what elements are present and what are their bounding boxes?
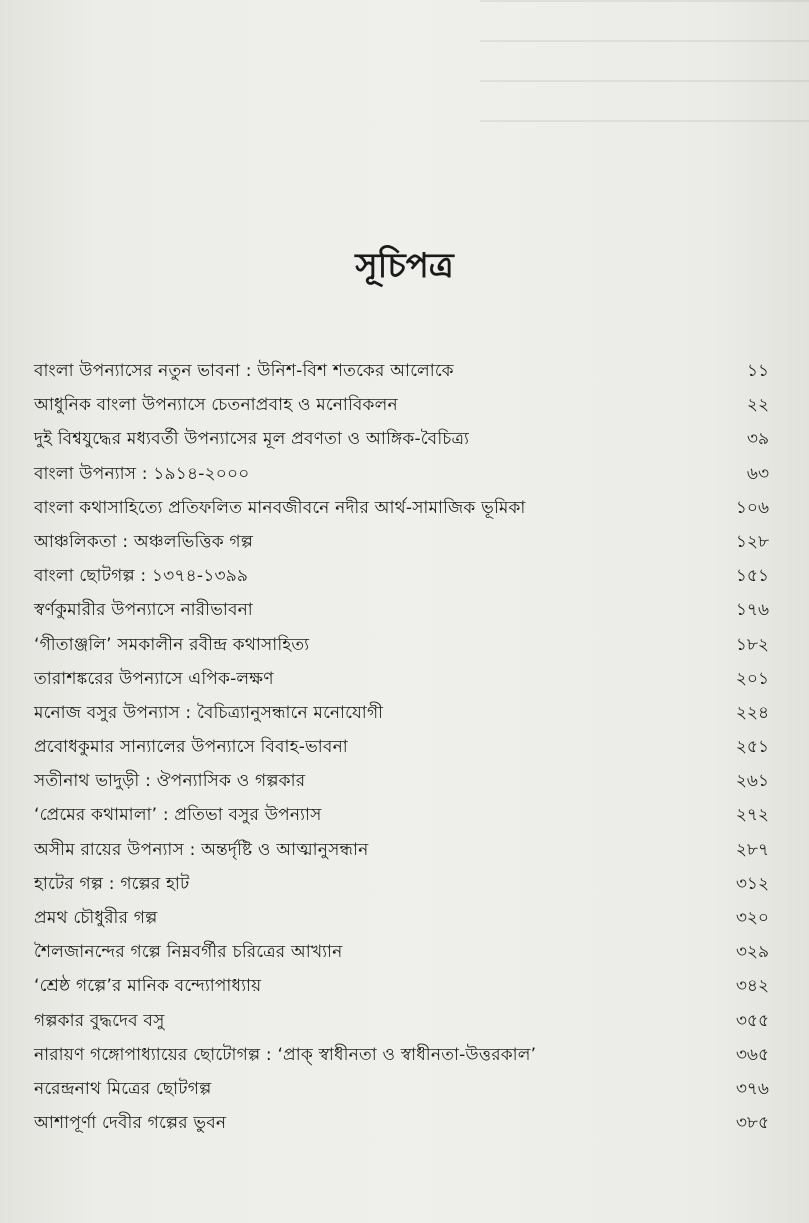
toc-row [34, 696, 769, 730]
toc-page-number: ৩৭৬ [735, 1078, 769, 1099]
toc-row [34, 935, 769, 969]
toc-entry-title: আঞ্চলিকতা : অঞ্চলভিত্তিক গল্প [34, 531, 254, 552]
toc-row [34, 628, 769, 662]
toc-page-number: ৩৫৫ [735, 1010, 769, 1031]
toc-page-number: ১১ [746, 361, 769, 381]
toc-entry-title: বাংলা উপন্যাস : ১৯১৪-২০০০ [34, 463, 250, 484]
toc-entry-title: নারায়ণ গঙ্গোপাধ্যায়ের ছোটোগল্প : ‘প্রাক্ স্বাধীনতা ও স্বাধীনতা-উত্তরকাল’ [34, 1044, 537, 1065]
toc-entry-title: প্রমথ চৌধুরীর গল্প [34, 908, 158, 928]
toc-row [34, 457, 769, 491]
toc-page-number: ৩২০ [735, 908, 769, 928]
toc-entry-title: বাংলা কথাসাহিত্যে প্রতিফলিত মানবজীবনে নদীর আর্থ-সামাজিক ভূমিকা [34, 497, 526, 518]
toc-row [34, 730, 769, 764]
toc-row [34, 764, 769, 798]
toc-page-number: ১৭৬ [735, 600, 769, 621]
toc-page-number: ২২ [746, 395, 769, 416]
toc-page-number: ১২৮ [735, 531, 769, 552]
toc-row [34, 901, 769, 935]
toc-row [34, 662, 769, 696]
toc-row [34, 388, 769, 422]
toc-page-number: ২৬১ [735, 771, 769, 792]
toc-page-number: ১৮২ [735, 634, 769, 655]
toc-row [34, 354, 769, 388]
toc-entry-title: অসীম রায়ের উপন্যাস : অন্তর্দৃষ্টি ও আত্মানুসন্ধান [34, 839, 369, 860]
toc-entry-title: স্বর্ণকুমারীর উপন্যাসে নারীভাবনা [34, 600, 253, 621]
toc-entry-title: শৈলজানন্দের গল্পে নিম্নবর্গীর চরিত্রের আখ্যান [34, 942, 343, 963]
toc-entry-title: ‘প্রেমের কথামালা’ : প্রতিভা বসুর উপন্যাস [34, 805, 322, 826]
toc-entry-title: আধুনিক বাংলা উপন্যাসে চেতনাপ্রবাহ ও মনোবিকলন [34, 395, 398, 416]
toc-entry-title: বাংলা ছোটগল্প : ১৩৭৪-১৩৯৯ [34, 566, 249, 587]
toc-entry-title: আশাপূর্ণা দেবীর গল্পের ভুবন [34, 1113, 227, 1134]
toc-page-number: ৩১২ [735, 873, 769, 894]
toc-entry-title: দুই বিশ্বযুদ্ধের মধ্যবর্তী উপন্যাসের মূল প্রবণতা ও আঙ্গিক-বৈচিত্র্য [34, 429, 470, 450]
toc-page-number: ২২৪ [735, 702, 769, 723]
toc-page-number: ২৭২ [735, 805, 769, 826]
toc-page-number: ৩৮৫ [735, 1113, 769, 1134]
toc-row [34, 525, 769, 559]
toc-row [34, 833, 769, 867]
toc-page-number: ৩৯ [746, 429, 769, 450]
toc-row [34, 1004, 769, 1038]
toc-page-number: ২০১ [735, 668, 769, 689]
toc-entry-title: প্রবোধকুমার সান্যালের উপন্যাসে বিবাহ-ভাবনা [34, 737, 348, 758]
toc-entry-title: তারাশঙ্করের উপন্যাসে এপিক-লক্ষণ [34, 668, 274, 689]
toc-row [34, 798, 769, 832]
toc-row [34, 491, 769, 525]
toc-entry-title: নরেন্দ্রনাথ মিত্রের ছোটগল্প [34, 1078, 212, 1099]
toc-entry-title: বাংলা উপন্যাসের নতুন ভাবনা : উনিশ-বিশ শতকের আলোকে [34, 361, 454, 381]
toc-entry-title: গল্পকার বুদ্ধদেব বসু [34, 1010, 165, 1031]
toc-row [34, 867, 769, 901]
show-through-text [480, 0, 809, 150]
toc-row [34, 422, 769, 456]
toc-row [34, 969, 769, 1003]
toc-row [34, 1106, 769, 1140]
toc-page-number: ৬৩ [746, 463, 769, 484]
toc-entry-title: ‘শ্রেষ্ঠ গল্পে’র মানিক বন্দ্যোপাধ্যায় [34, 976, 262, 997]
toc-entry-title: হাটের গল্প : গল্পের হাট [34, 873, 190, 894]
toc-entry-title: সতীনাথ ভাদুড়ী : ঔপন্যাসিক ও গল্পকার [34, 771, 306, 792]
toc-page-number: ২৮৭ [735, 839, 769, 860]
toc-page-number: ৩৪২ [735, 976, 769, 997]
toc-page-number: ২৫১ [735, 737, 769, 758]
table-of-contents [34, 354, 769, 1140]
toc-row [34, 559, 769, 593]
toc-row [34, 1072, 769, 1106]
toc-row [34, 593, 769, 627]
toc-entry-title: ‘গীতাঞ্জলি’ সমকালীন রবীন্দ্র কথাসাহিত্য [34, 634, 310, 655]
toc-page-number: ৩৬৫ [735, 1044, 769, 1065]
toc-page-number: ৩২৯ [735, 942, 769, 963]
toc-entry-title: মনোজ বসুর উপন্যাস : বৈচিত্র্যানুসন্ধানে মনোযোগী [34, 702, 384, 723]
page-title: সূচিপত্র [355, 246, 454, 286]
toc-row [34, 1038, 769, 1072]
toc-page-number: ১০৬ [735, 497, 769, 518]
toc-page-number: ১৫১ [735, 566, 769, 587]
